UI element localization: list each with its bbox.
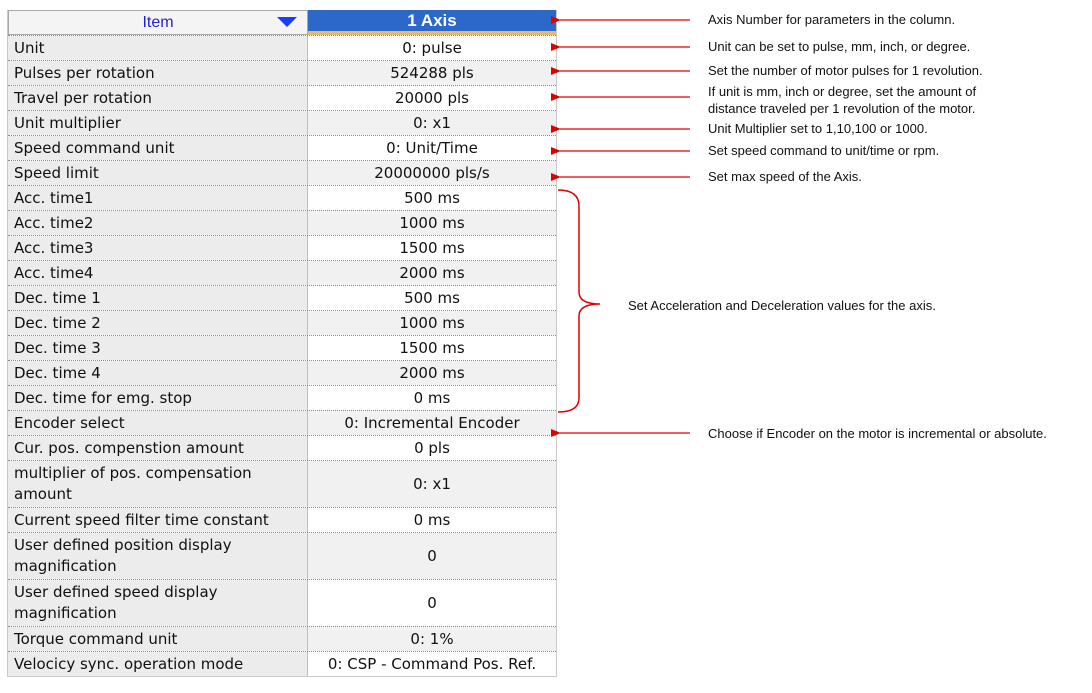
parameter-value[interactable]: 0: Incremental Encoder <box>308 411 556 435</box>
note-speed-cmd: Set speed command to unit/time or rpm. <box>708 143 940 158</box>
parameter-value[interactable]: 500 ms <box>404 289 460 307</box>
parameter-value[interactable]: 0: 1% <box>308 627 556 651</box>
note-axis-number: Axis Number for parameters in the column. <box>708 12 956 27</box>
note-encoder: Choose if Encoder on the motor is incremental or absolute. <box>708 426 1047 441</box>
parameter-value[interactable]: 0: x1 <box>308 461 556 507</box>
parameter-name: Speed command unit <box>8 136 308 160</box>
parameter-value[interactable]: 2000 ms <box>308 261 556 285</box>
note-accdec: Set Acceleration and Deceleration values for the axis. <box>628 298 936 313</box>
axis-column-header[interactable]: 1 Axis <box>308 10 556 35</box>
parameter-name: Travel per rotation <box>8 86 308 110</box>
note-speed-limit: Set max speed of the Axis. <box>708 169 862 184</box>
parameter-value[interactable]: 1500 ms <box>399 239 465 257</box>
parameter-value[interactable]: 20000000 pls/s <box>308 161 556 185</box>
parameter-value[interactable]: 1000 ms <box>308 311 556 335</box>
parameter-name: User defined position display magnification <box>8 533 308 579</box>
parameter-value[interactable]: 2000 ms <box>308 361 556 385</box>
parameter-name: Current speed filter time constant <box>8 508 308 532</box>
note-travel-line2: distance traveled per 1 revolution of the motor. <box>708 101 976 116</box>
parameter-name: Unit <box>8 36 308 60</box>
parameter-name: Speed limit <box>8 161 308 185</box>
parameter-value[interactable]: 0 ms <box>413 389 451 407</box>
parameter-name: Acc. time2 <box>8 211 308 235</box>
parameter-name: User defined speed display magnification <box>8 580 308 626</box>
parameter-name: Velocicy sync. operation mode <box>8 652 308 676</box>
item-header-label: Item <box>142 14 174 31</box>
note-travel-line1: If unit is mm, inch or degree, set the amount of <box>708 84 977 99</box>
parameter-name: Dec. time for emg. stop <box>8 386 308 410</box>
parameter-name: Unit multiplier <box>8 111 308 135</box>
parameter-value[interactable]: 0: CSP - Command Pos. Ref. <box>327 655 537 673</box>
note-pulses: Set the number of motor pulses for 1 revolution. <box>708 63 983 78</box>
parameter-value[interactable]: 0 <box>427 594 437 612</box>
parameter-name: Dec. time 3 <box>8 336 308 360</box>
parameter-value[interactable]: 0: Unit/Time <box>386 139 478 157</box>
parameter-name: Acc. time3 <box>8 236 308 260</box>
parameter-value[interactable]: 500 ms <box>404 189 460 207</box>
parameter-value[interactable]: 524288 pls <box>308 61 556 85</box>
parameter-name: Dec. time 1 <box>8 286 308 310</box>
parameter-value[interactable]: 0 <box>308 533 556 579</box>
parameter-value[interactable]: 1500 ms <box>399 339 465 357</box>
parameter-name: Pulses per rotation <box>8 61 308 85</box>
parameter-name: Cur. pos. compenstion amount <box>8 436 308 460</box>
parameter-value[interactable]: 0 ms <box>413 511 451 529</box>
note-unit: Unit can be set to pulse, mm, inch, or degree. <box>708 39 971 54</box>
parameter-value[interactable]: 1000 ms <box>308 211 556 235</box>
parameter-name: Encoder select <box>8 411 308 435</box>
accdec-brace <box>558 190 600 412</box>
parameter-name: Acc. time1 <box>8 186 308 210</box>
parameter-name: Torque command unit <box>8 627 308 651</box>
annotation-arrows <box>558 20 690 433</box>
parameter-name: Acc. time4 <box>8 261 308 285</box>
parameter-value[interactable]: 0: pulse <box>402 39 462 57</box>
parameter-name: Dec. time 2 <box>8 311 308 335</box>
parameter-value[interactable]: 20000 pls <box>395 89 469 107</box>
note-multiplier: Unit Multiplier set to 1,10,100 or 1000. <box>708 121 928 136</box>
parameter-value[interactable]: 0 pls <box>414 439 450 457</box>
parameter-value[interactable]: 0: x1 <box>308 111 556 135</box>
parameter-name: Dec. time 4 <box>8 361 308 385</box>
parameter-name: multiplier of pos. compensation amount <box>8 461 308 507</box>
